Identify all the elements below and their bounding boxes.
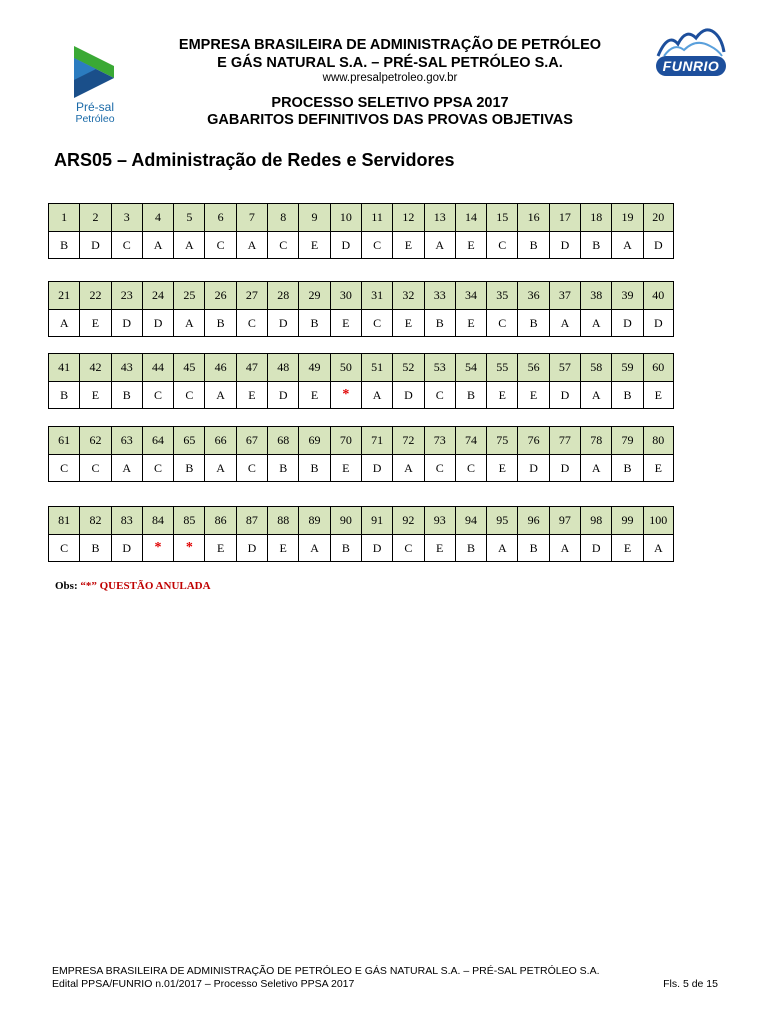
question-number-cell: 46 (204, 353, 235, 381)
question-number-cell: 27 (236, 281, 267, 309)
question-number-cell: 8 (267, 203, 298, 231)
answer-cell: B (111, 381, 142, 409)
question-number-cell: 30 (330, 281, 361, 309)
answer-cell: D (142, 309, 173, 337)
question-number-cell: 34 (455, 281, 486, 309)
answer-cell: E (455, 309, 486, 337)
question-number-cell: 79 (611, 426, 642, 454)
question-number-cell: 41 (48, 353, 79, 381)
question-number-cell: 20 (643, 203, 674, 231)
answer-cell: C (424, 454, 455, 482)
question-number-cell: 28 (267, 281, 298, 309)
answer-cell: B (517, 231, 548, 259)
question-number-cell: 31 (361, 281, 392, 309)
question-number-cell: 61 (48, 426, 79, 454)
question-number-row (48, 281, 674, 309)
question-number-cell: 19 (611, 203, 642, 231)
answer-cell: B (48, 231, 79, 259)
question-number-cell: 45 (173, 353, 204, 381)
answer-cell: B (611, 381, 642, 409)
question-number-cell: 98 (580, 506, 611, 534)
answer-cell: B (298, 454, 329, 482)
answer-cell: B (517, 309, 548, 337)
answer-cell: D (643, 309, 674, 337)
question-number-cell: 82 (79, 506, 110, 534)
answer-cell: A (643, 534, 674, 562)
presal-logo (62, 44, 128, 124)
answer-cell: D (267, 381, 298, 409)
question-number-cell: 5 (173, 203, 204, 231)
presal-logo-line1: Pré-sal (75, 100, 114, 114)
answer-cell: A (204, 454, 235, 482)
question-number-cell: 66 (204, 426, 235, 454)
answer-cell: E (298, 231, 329, 259)
answer-cell: B (330, 534, 361, 562)
answer-cell: A (580, 454, 611, 482)
question-number-cell: 16 (517, 203, 548, 231)
answer-cell: E (330, 454, 361, 482)
answer-cell: E (424, 534, 455, 562)
question-number-cell: 72 (392, 426, 423, 454)
question-number-cell: 17 (549, 203, 580, 231)
answer-cell: D (580, 534, 611, 562)
answer-cell: B (173, 454, 204, 482)
answer-cell: A (48, 309, 79, 337)
question-number-cell: 14 (455, 203, 486, 231)
answer-cell: C (424, 381, 455, 409)
question-number-cell: 86 (204, 506, 235, 534)
answer-cell: C (204, 231, 235, 259)
answer-cell: B (48, 381, 79, 409)
footer-edital: Edital PPSA/FUNRIO n.01/2017 – Processo Seletivo PPSA 2017 (52, 978, 355, 990)
question-number-cell: 85 (173, 506, 204, 534)
question-number-cell: 26 (204, 281, 235, 309)
question-number-cell: 70 (330, 426, 361, 454)
answer-cell: E (392, 231, 423, 259)
answer-cell: B (611, 454, 642, 482)
answer-cell: C (486, 309, 517, 337)
question-number-cell: 6 (204, 203, 235, 231)
answer-cell: D (236, 534, 267, 562)
question-number-cell: 18 (580, 203, 611, 231)
question-number-cell: 24 (142, 281, 173, 309)
question-number-cell: 63 (111, 426, 142, 454)
page-footer (52, 965, 718, 991)
answer-cell: A (424, 231, 455, 259)
question-number-row (48, 506, 674, 534)
answer-cell: B (267, 454, 298, 482)
question-number-cell: 77 (549, 426, 580, 454)
question-number-cell: 87 (236, 506, 267, 534)
observation-text: “*” QUESTÃO ANULADA (80, 580, 211, 592)
answer-block (48, 203, 674, 259)
answer-cell: A (549, 534, 580, 562)
footer-company: EMPRESA BRASILEIRA DE ADMINISTRAÇÃO DE PETRÓLEO E GÁS NATURAL S.A. – PRÉ-SAL PETRÓLEO S.A. (52, 965, 600, 977)
page-number: Fls. 5 de 15 (663, 978, 718, 990)
answer-cell: D (111, 534, 142, 562)
question-number-cell: 88 (267, 506, 298, 534)
question-number-cell: 78 (580, 426, 611, 454)
question-number-cell: 3 (111, 203, 142, 231)
question-number-cell: 81 (48, 506, 79, 534)
answer-cell: D (549, 231, 580, 259)
question-number-cell: 22 (79, 281, 110, 309)
answer-cell: C (392, 534, 423, 562)
question-number-cell: 55 (486, 353, 517, 381)
answer-cell: C (361, 231, 392, 259)
question-number-cell: 2 (79, 203, 110, 231)
answer-cell: C (455, 454, 486, 482)
answer-cell: E (267, 534, 298, 562)
question-number-cell: 68 (267, 426, 298, 454)
observation-label: Obs: (55, 580, 78, 592)
question-number-row (48, 353, 674, 381)
answer-row (48, 309, 674, 337)
page-header (0, 0, 768, 140)
question-number-cell: 64 (142, 426, 173, 454)
question-number-cell: 80 (643, 426, 674, 454)
question-number-cell: 60 (643, 353, 674, 381)
answer-block (48, 281, 674, 337)
answer-cell: E (204, 534, 235, 562)
answer-cell: D (549, 454, 580, 482)
answer-block (48, 426, 674, 482)
question-number-cell: 69 (298, 426, 329, 454)
answer-cell: D (79, 231, 110, 259)
answer-cell: D (549, 381, 580, 409)
question-number-cell: 65 (173, 426, 204, 454)
question-number-cell: 56 (517, 353, 548, 381)
presal-logo-text (62, 101, 128, 125)
answer-cell: A (549, 309, 580, 337)
question-number-cell: 51 (361, 353, 392, 381)
question-number-cell: 35 (486, 281, 517, 309)
presal-logo-icon (68, 44, 120, 100)
answer-cell: D (267, 309, 298, 337)
answer-cell: A (298, 534, 329, 562)
question-number-cell: 92 (392, 506, 423, 534)
answer-cell: B (580, 231, 611, 259)
question-number-cell: 37 (549, 281, 580, 309)
answer-cell: B (298, 309, 329, 337)
answer-cell: E (392, 309, 423, 337)
answer-cell: A (580, 309, 611, 337)
company-url: www.presalpetroleo.gov.br (322, 72, 458, 84)
answer-cell: C (48, 454, 79, 482)
question-number-cell: 25 (173, 281, 204, 309)
answer-cell: E (79, 309, 110, 337)
answer-cell: A (361, 381, 392, 409)
answer-cell: A (173, 309, 204, 337)
question-number-cell: 13 (424, 203, 455, 231)
question-number-cell: 12 (392, 203, 423, 231)
observation-note (55, 580, 211, 592)
question-number-cell: 53 (424, 353, 455, 381)
question-number-cell: 10 (330, 203, 361, 231)
question-number-cell: 97 (549, 506, 580, 534)
process-title: PROCESSO SELETIVO PPSA 2017 (271, 95, 509, 111)
answer-cell: A (611, 231, 642, 259)
answer-cell: * (142, 534, 173, 562)
question-number-row (48, 426, 674, 454)
answer-cell: E (611, 534, 642, 562)
answer-cell: A (142, 231, 173, 259)
answer-cell: C (142, 454, 173, 482)
question-number-cell: 40 (643, 281, 674, 309)
answer-cell: * (330, 381, 361, 409)
answer-cell: B (79, 534, 110, 562)
question-number-cell: 100 (643, 506, 674, 534)
answer-cell: A (392, 454, 423, 482)
answer-block (48, 506, 674, 562)
question-number-cell: 21 (48, 281, 79, 309)
answer-cell: E (298, 381, 329, 409)
answer-cell: A (111, 454, 142, 482)
question-number-cell: 36 (517, 281, 548, 309)
answer-cell: D (392, 381, 423, 409)
answer-cell: C (236, 309, 267, 337)
question-number-cell: 38 (580, 281, 611, 309)
answer-row (48, 534, 674, 562)
question-number-cell: 96 (517, 506, 548, 534)
question-number-row (48, 203, 674, 231)
answer-cell: C (142, 381, 173, 409)
answer-cell: E (486, 381, 517, 409)
question-number-cell: 84 (142, 506, 173, 534)
answer-cell: C (361, 309, 392, 337)
answer-cell: E (643, 381, 674, 409)
funrio-logo-text: FUNRIO (656, 56, 726, 76)
answer-cell: A (236, 231, 267, 259)
question-number-cell: 90 (330, 506, 361, 534)
answer-cell: A (173, 231, 204, 259)
question-number-cell: 89 (298, 506, 329, 534)
question-number-cell: 11 (361, 203, 392, 231)
answer-cell: * (173, 534, 204, 562)
question-number-cell: 23 (111, 281, 142, 309)
document-subtitle: GABARITOS DEFINITIVOS DAS PROVAS OBJETIVAS (207, 112, 573, 128)
answer-block (48, 353, 674, 409)
question-number-cell: 48 (267, 353, 298, 381)
question-number-cell: 44 (142, 353, 173, 381)
question-number-cell: 54 (455, 353, 486, 381)
presal-logo-line2: Petróleo (75, 113, 115, 125)
answer-cell: C (173, 381, 204, 409)
question-number-cell: 29 (298, 281, 329, 309)
answer-cell: E (330, 309, 361, 337)
question-number-cell: 93 (424, 506, 455, 534)
answer-row (48, 454, 674, 482)
answer-cell: E (236, 381, 267, 409)
question-number-cell: 99 (611, 506, 642, 534)
question-number-cell: 71 (361, 426, 392, 454)
question-number-cell: 91 (361, 506, 392, 534)
answer-cell: C (236, 454, 267, 482)
question-number-cell: 94 (455, 506, 486, 534)
answer-cell: E (79, 381, 110, 409)
answer-cell: C (486, 231, 517, 259)
question-number-cell: 50 (330, 353, 361, 381)
question-number-cell: 74 (455, 426, 486, 454)
answer-row (48, 381, 674, 409)
question-number-cell: 49 (298, 353, 329, 381)
funrio-logo (654, 22, 728, 80)
answer-cell: A (580, 381, 611, 409)
company-name-line2: E GÁS NATURAL S.A. – PRÉ-SAL PETRÓLEO S.A. (217, 55, 563, 71)
answer-cell: D (330, 231, 361, 259)
answer-cell: E (643, 454, 674, 482)
question-number-cell: 15 (486, 203, 517, 231)
question-number-cell: 57 (549, 353, 580, 381)
answer-cell: B (424, 309, 455, 337)
question-number-cell: 47 (236, 353, 267, 381)
answer-cell: D (611, 309, 642, 337)
answer-cell: C (267, 231, 298, 259)
question-number-cell: 9 (298, 203, 329, 231)
answer-cell: B (517, 534, 548, 562)
question-number-cell: 32 (392, 281, 423, 309)
answer-cell: C (111, 231, 142, 259)
question-number-cell: 42 (79, 353, 110, 381)
question-number-cell: 73 (424, 426, 455, 454)
question-number-cell: 75 (486, 426, 517, 454)
answer-row (48, 231, 674, 259)
answer-cell: A (204, 381, 235, 409)
answer-cell: E (486, 454, 517, 482)
question-number-cell: 52 (392, 353, 423, 381)
answer-cell: C (48, 534, 79, 562)
question-number-cell: 43 (111, 353, 142, 381)
question-number-cell: 83 (111, 506, 142, 534)
answer-cell: D (111, 309, 142, 337)
answer-cell: E (517, 381, 548, 409)
answer-cell: D (517, 454, 548, 482)
question-number-cell: 7 (236, 203, 267, 231)
question-number-cell: 67 (236, 426, 267, 454)
answer-cell: D (361, 454, 392, 482)
company-name-line1: EMPRESA BRASILEIRA DE ADMINISTRAÇÃO DE PETRÓLEO (178, 37, 602, 53)
question-number-cell: 58 (580, 353, 611, 381)
question-number-cell: 62 (79, 426, 110, 454)
answer-cell: C (79, 454, 110, 482)
answer-cell: B (455, 534, 486, 562)
answer-cell: A (486, 534, 517, 562)
question-number-cell: 59 (611, 353, 642, 381)
question-number-cell: 4 (142, 203, 173, 231)
answer-cell: D (643, 231, 674, 259)
answer-cell: E (455, 231, 486, 259)
answer-cell: B (204, 309, 235, 337)
question-number-cell: 76 (517, 426, 548, 454)
answer-cell: D (361, 534, 392, 562)
question-number-cell: 1 (48, 203, 79, 231)
page-title: ARS05 – Administração de Redes e Servidores (54, 150, 455, 170)
question-number-cell: 33 (424, 281, 455, 309)
answer-cell: B (455, 381, 486, 409)
question-number-cell: 39 (611, 281, 642, 309)
question-number-cell: 95 (486, 506, 517, 534)
